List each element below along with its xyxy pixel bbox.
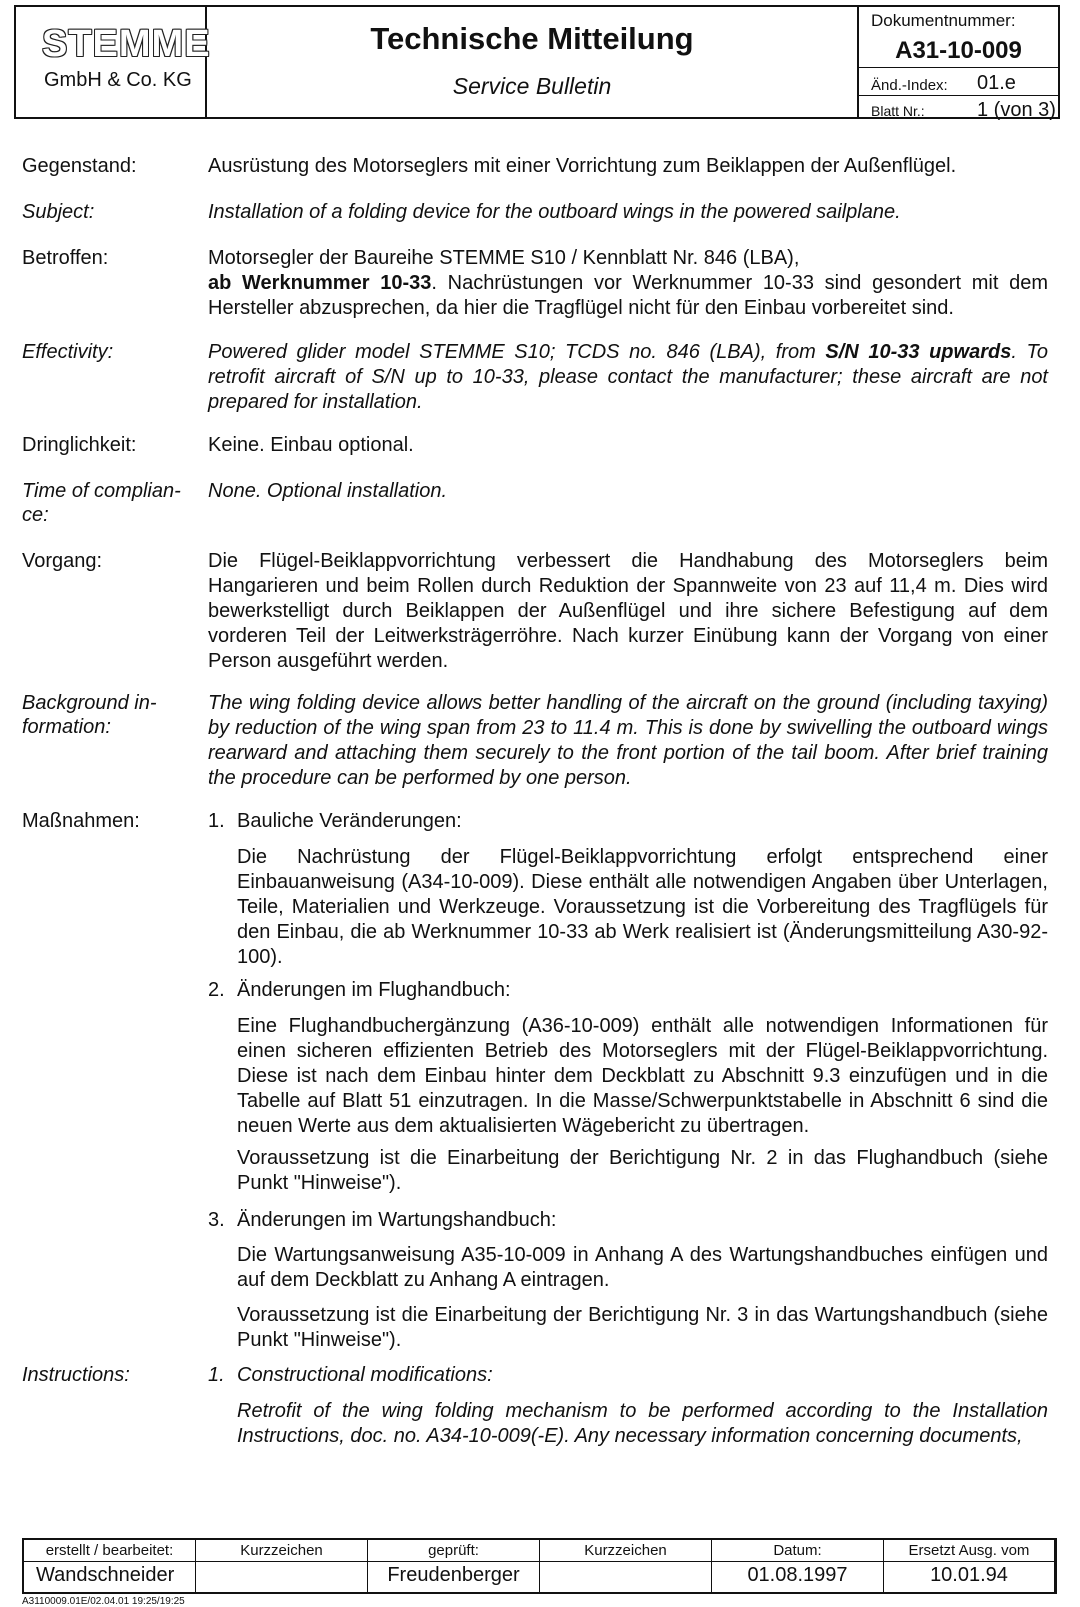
document-header <box>14 5 1060 119</box>
item-paragraph: Retrofit of the wing folding mechanism to be performed according to the Installation Instructions, doc. no. A34-10-009(-E). Any necessary information concerning documents, <box>237 1400 1048 1447</box>
column-header: Kurzzeichen <box>584 1542 667 1559</box>
divider <box>24 1561 1055 1562</box>
subject-label: Subject: <box>22 201 95 223</box>
approval-cell <box>368 1540 540 1592</box>
item-paragraph: Die Wartungsanweisung A35-10-009 in Anhang A des Wartungshandbuches einfügen und auf dem Deckblatt zu Anhang A eintragen. <box>237 1244 1048 1291</box>
item-number: 1. <box>208 810 225 832</box>
item-number: 2. <box>208 979 225 1001</box>
dringlichkeit-label: Dringlichkeit: <box>22 434 137 456</box>
divider <box>859 67 1058 68</box>
document-info-block <box>859 7 1058 121</box>
background-text: The wing folding device allows better handling of the aircraft on the ground (including taxying) by reduction of the wing span from 23 to 11.4 m. This is done by swivelling the outboard wings rearward and attaching them securely to the front portion of the tail boom. After brief training the procedure can be performed by one person. <box>208 692 1048 789</box>
betroffen-rest: . Nachrüstungen vor Werknummer 10-33 sind gesondert mit dem Hersteller abzusprechen, da hier die Tragflügel nicht für den Einbau vorbereitet sind. <box>208 272 1048 319</box>
company-logo: STEMME <box>42 23 211 65</box>
docnum-label: Dokumentnummer: <box>871 11 1016 30</box>
betroffen-text <box>208 246 1048 321</box>
subject-text: Installation of a folding device for the outboard wings in the powered sailplane. <box>208 201 901 223</box>
effectivity-serial: S/N 10-33 upwards <box>825 341 1012 363</box>
effectivity-rest: . To retrofit aircraft of S/N up to 10-33, please contact the manufacturer; these aircraft are not prepared for installation. <box>208 341 1049 413</box>
gegenstand-text: Ausrüstung des Motorseglers mit einer Vorrichtung zum Beiklappen der Außenflügel. <box>208 155 957 177</box>
document-number: A31-10-009 <box>895 37 1022 64</box>
approval-cell <box>540 1540 712 1592</box>
betroffen-serial: ab Werknummer 10-33 <box>208 272 432 294</box>
company-block <box>16 7 211 117</box>
file-reference: A3110009.01E/02.04.01 19:25/19:25 <box>22 1596 185 1607</box>
item-paragraph: Voraussetzung ist die Einarbeitung der Berichtigung Nr. 2 in das Flughandbuch (siehe Punkt "Hinweise"). <box>237 1147 1048 1194</box>
item-paragraph: Voraussetzung ist die Einarbeitung der Berichtigung Nr. 3 in das Wartungshandbuch (siehe Punkt "Hinweise"). <box>237 1304 1048 1351</box>
effectivity-text <box>208 340 1048 415</box>
item-title: Bauliche Veränderungen: <box>237 810 462 832</box>
approval-table <box>22 1538 1057 1594</box>
checked-by: Freudenberger <box>387 1564 520 1586</box>
compliance-label: Time of complian-ce: <box>22 480 181 526</box>
gegenstand-label: Gegenstand: <box>22 155 137 177</box>
massnahmen-label: Maßnahmen: <box>22 810 140 832</box>
approval-cell <box>24 1540 196 1592</box>
column-header: Datum: <box>773 1542 822 1559</box>
column-header: Ersetzt Ausg. vom <box>908 1542 1030 1559</box>
background-label: Background in-formation: <box>22 692 157 738</box>
item-title: Änderungen im Flughandbuch: <box>237 979 511 1001</box>
item-number: 3. <box>208 1209 225 1231</box>
document-title: Technische Mitteilung <box>370 21 694 56</box>
compliance-text: None. Optional installation. <box>208 480 448 502</box>
item-title: Änderungen im Wartungshandbuch: <box>237 1209 557 1231</box>
index-value: 01.e <box>977 72 1016 94</box>
replaces-issue-value: 10.01.94 <box>930 1564 1008 1586</box>
effectivity-label: Effectivity: <box>22 341 114 363</box>
vorgang-text: Die Flügel-Beiklappvorrichtung verbessert die Handhabung des Motorseglers beim Hangarieren und beim Rollen durch Reduktion der Spannweite von 23 auf 11,4 m. Dies wird bewerkstelligt durch Beiklappen der Außenflügel und ihre sichere Befestigung auf dem vorderen Teil der Leitwerksträgerröhre. Nach kurzer Einübung kann der Vorgang von einer Person ausgeführt werden. <box>208 550 1048 672</box>
betroffen-line1: Motorsegler der Baureihe STEMME S10 / Kennblatt Nr. 846 (LBA), <box>208 247 800 269</box>
company-name: GmbH & Co. KG <box>44 69 192 91</box>
item-paragraph: Eine Flughandbuchergänzung (A36-10-009) enthält alle notwendigen Informationen für einen sicheren effizienten Betrieb des Motorseglers mit der Flügel-Beiklappvorrichtung. Diese ist nach dem Einbau hinter dem Deckblatt zu Abschnitt 9.3 einzufügen und in die Tabelle auf Blatt 51 einzutragen. In die Masse/Schwerpunktstabelle in Abschnitt 6 sind die neuen Werte aus dem aktualisierten Wägebericht zu übertragen. <box>237 1015 1048 1137</box>
vorgang-label: Vorgang: <box>22 550 103 572</box>
approval-cell <box>884 1540 1055 1592</box>
column-header: geprüft: <box>428 1542 479 1559</box>
column-header: erstellt / bearbeitet: <box>45 1542 174 1559</box>
approval-cell <box>712 1540 884 1592</box>
created-by: Wandschneider <box>36 1564 175 1586</box>
instructions-label: Instructions: <box>22 1364 130 1386</box>
item-paragraph: Die Nachrüstung der Flügel-Beiklappvorrichtung erfolgt entsprechend einer Einbauanweisung (A34-10-009). Diese enthält alle notwendigen Angaben über Unterlagen, Teile, Materialien und Werkzeuge. Voraussetzung ist die Vorbereitung des Tragflügels für den Einbau, die ab Werknummer 10-33 ab Werk realisiert ist (Änderungsmitteilung A30-92-100). <box>237 846 1048 968</box>
date-value: 01.08.1997 <box>747 1564 848 1586</box>
effectivity-pre: Powered glider model STEMME S10; TCDS no. 846 (LBA), from <box>208 341 826 363</box>
index-label: Änd.-Index: <box>871 77 948 94</box>
item-number: 1. <box>208 1364 225 1386</box>
dringlichkeit-text: Keine. Einbau optional. <box>208 434 414 456</box>
divider <box>859 95 1058 96</box>
approval-cell <box>196 1540 368 1592</box>
sheet-label: Blatt Nr.: <box>871 103 925 119</box>
sheet-value: 1 (von 3) <box>977 99 1056 121</box>
title-block <box>207 7 859 117</box>
item-title: Constructional modifications: <box>237 1364 493 1386</box>
document-subtitle: Service Bulletin <box>452 73 612 99</box>
column-header: Kurzzeichen <box>240 1542 323 1559</box>
betroffen-label: Betroffen: <box>22 247 109 269</box>
